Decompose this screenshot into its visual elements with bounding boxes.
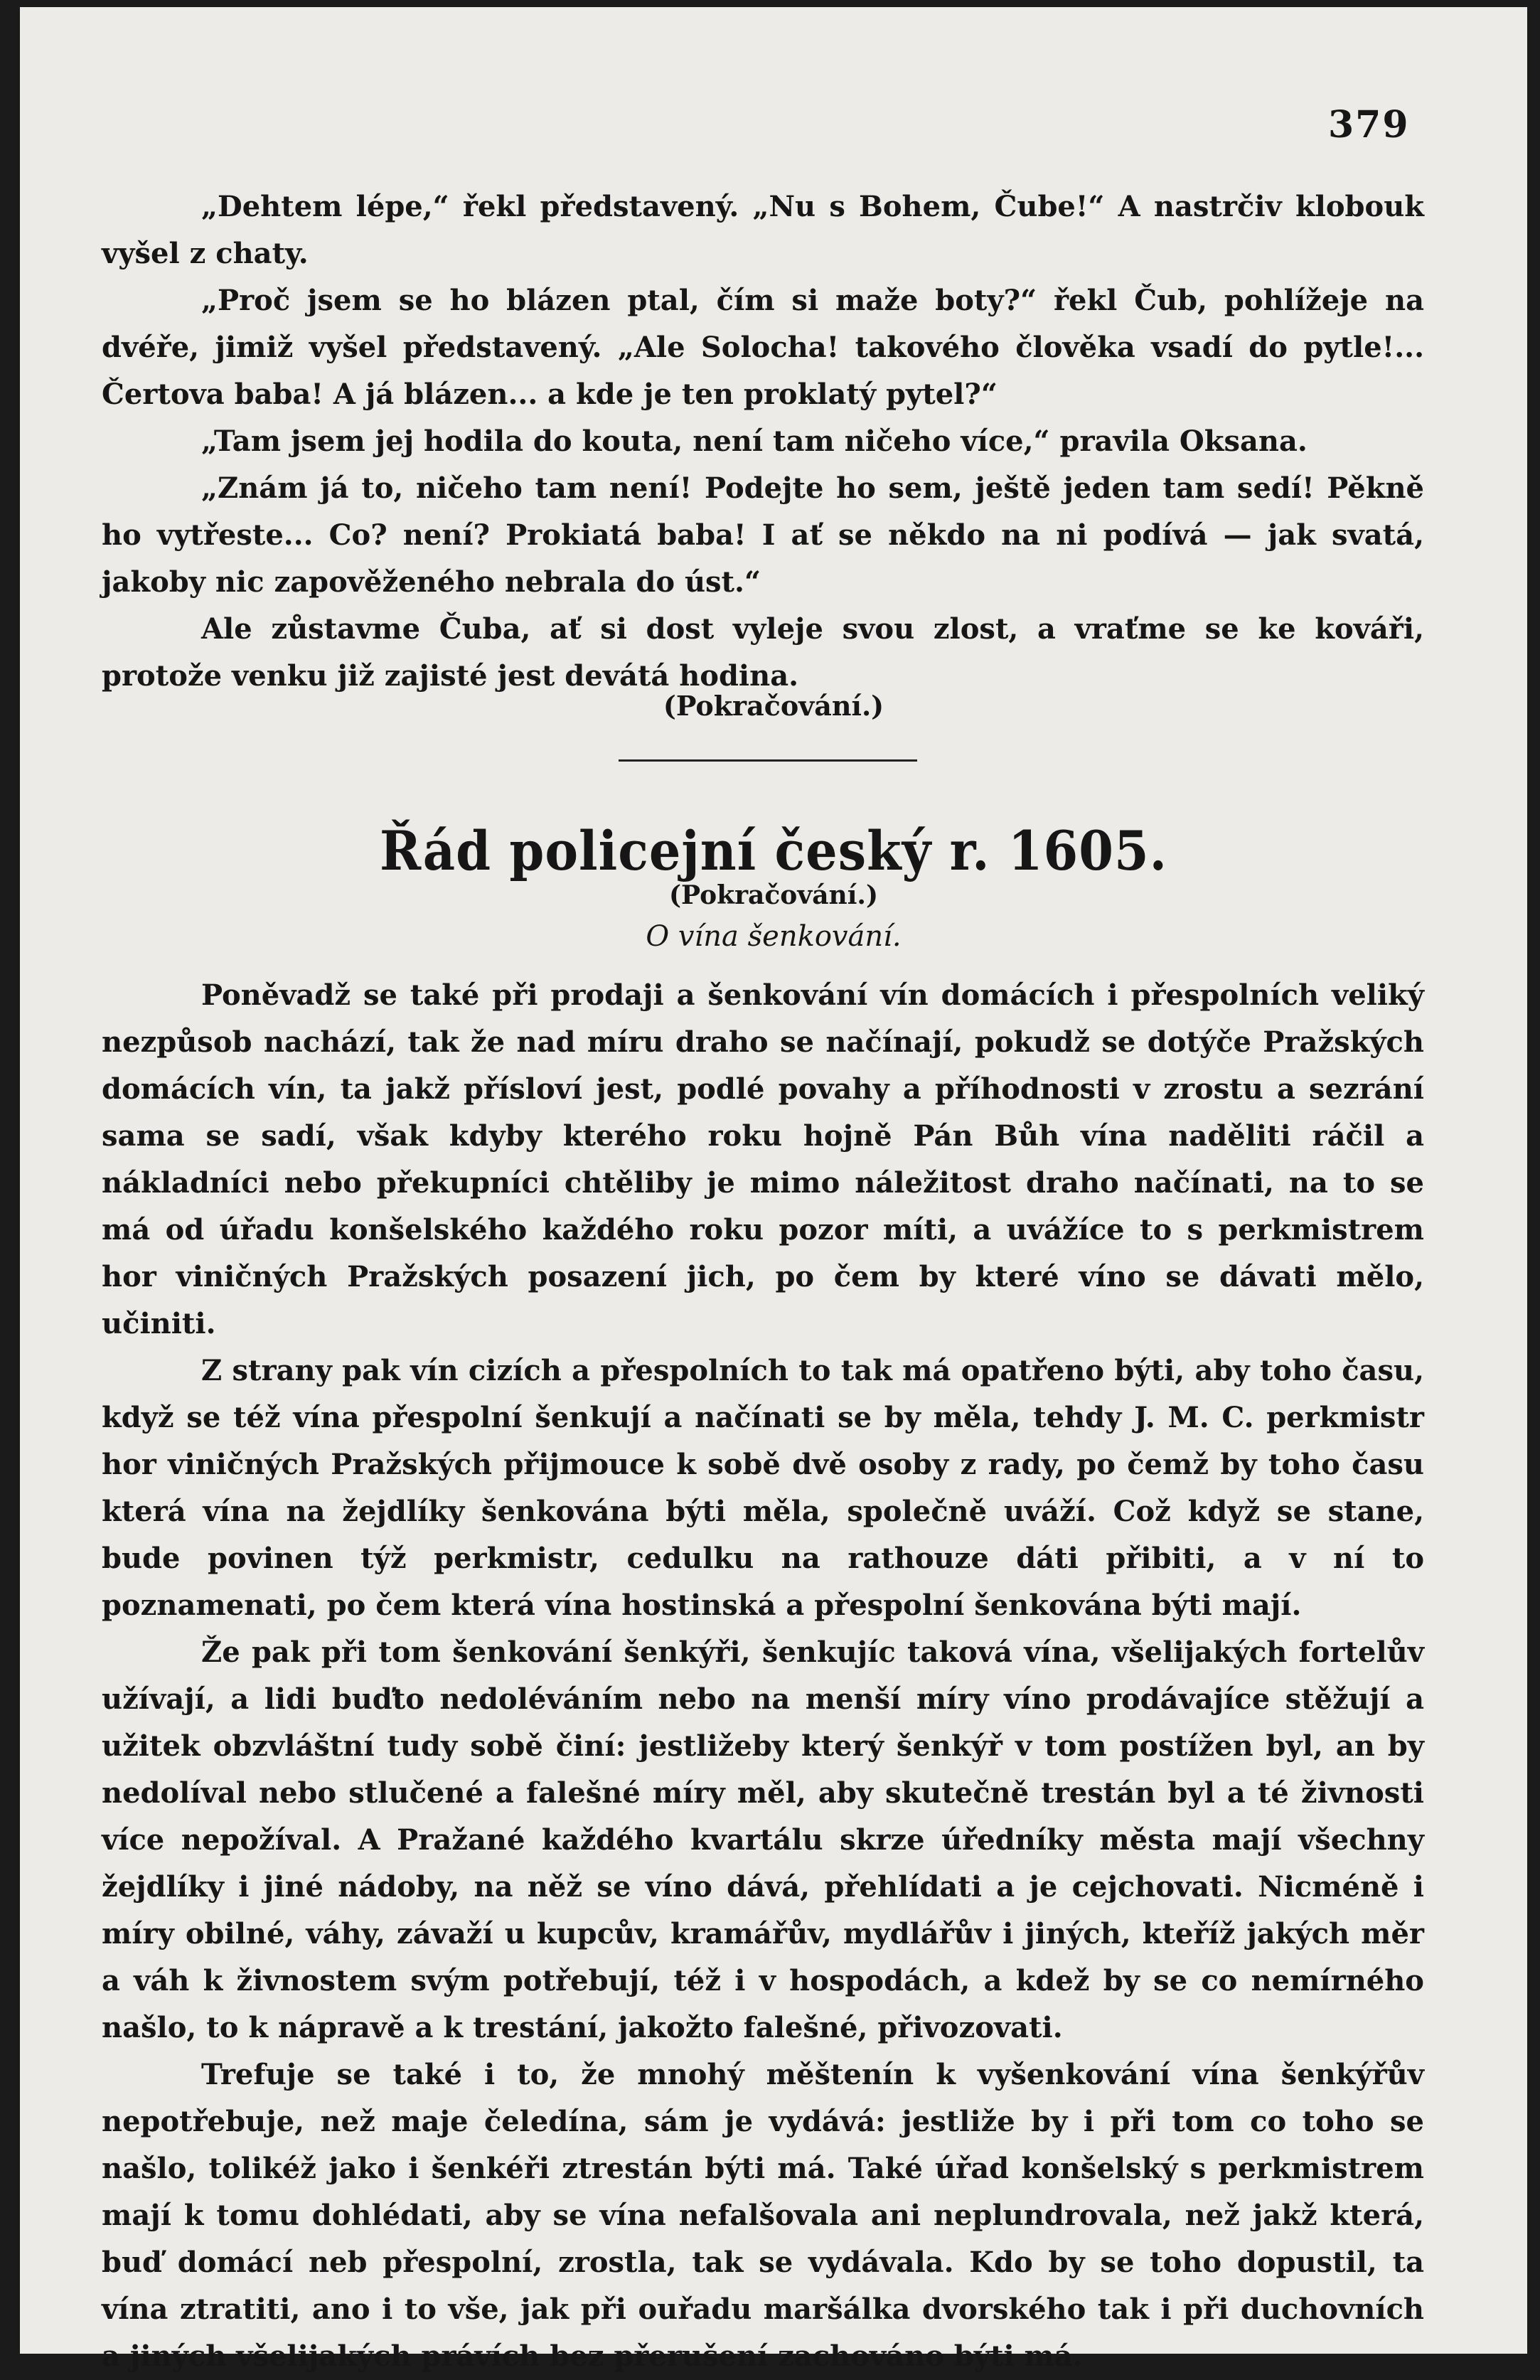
paragraph: „Proč jsem se ho blázen ptal, čím si maže boty?“ řekl Čub, pohlížeje na dvéře, jimiž vyšel představený. „Ale Solocha! takového člověka vsadí do pytle!... Čertova baba! A já blázen... a kde je ten proklatý pytel?“ (102, 284, 1424, 411)
paragraph: Že pak při tom šenkování šenkýři, šenkujíc taková vína, všelijakých fortelův užívají, a lidi buďto nedoléváním nebo na menší míry víno prodávajíce stěžují a užitek obzvláštní tudy sobě činí: jestližeby který šenkýř v tom postížen byl, an by nedolíval nebo stlučené a falešné míry měl, aby skutečně trestán byl a té živnosti více nepožíval. A Pražané každého kvartálu skrze úředníky města mají všechny žejdlíky i jiné nádoby, na něž se víno dává, přehlídati a je cejchovati. Nicméně i míry obilné, váhy, závaží u kupcův, kramářův, mydlářův i jiných, kteříž jakých měr a váh k živnostem svým potřebují, též i v hospodách, a kdež by se co nemírného našlo, to k nápravě a k trestání, jakožto falešné, přivozovati. (102, 1635, 1424, 2044)
paragraph: Z strany pak vín cizích a přespolních to tak má opatřeno býti, aby toho času, když se též vína přespolní šenkují a načínati se by měla, tehdy J. M. C. perkmistr hor viničných Pražských přijmouce k sobě dvě osoby z rady, po čemž by toho času která vína na žejdlíky šenkována býti měla, společně uváží. Což když se stane, bude povinen týž perkmistr, cedulku na rathouze dáti přibiti, a v ní to poznamenati, po čem která vína hostinská a přespolní šenkována býti mají. (102, 1354, 1424, 1622)
article-text (102, 972, 1424, 2380)
article-title: Řád policejní český r. 1605. (379, 818, 1168, 883)
page-number: 379 (1328, 103, 1410, 146)
section-divider (619, 759, 917, 762)
paragraph: Ale zůstavme Čuba, ať si dost vyleje svou zlost, a vraťme se ke kováři, protože venku již zajisté jest devátá hodina. (102, 612, 1424, 693)
paragraph: Poněvadž se také při prodaji a šenkování vín domácích i přespolních veliký nezpůsob nachází, tak že nad míru draho se načínají, pokudž se dotýče Pražských domácích vín, ta jakž přísloví jest, podlé povahy a příhodnosti v zrostu a sezrání sama se sadí, však kdyby kterého roku hojně Pán Bůh vína naděliti ráčil a nákladníci nebo překupníci chtěliby je mimo náležitost draho načínati, na to se má od úřadu konšelského každého roku pozor míti, a uvážíce to s perkmistrem hor viničných Pražských posazení jich, po čem by které víno se dávati mělo, učiniti. (102, 978, 1424, 1340)
story-continued-note: (Pokračování.) (663, 690, 884, 722)
paragraph: „Tam jsem jej hodila do kouta, není tam ničeho více,“ pravila Oksana. (201, 425, 1308, 458)
paragraph: Trefuje se také i to, že mnohý měštenín k vyšenkování vína šenkýřův nepotřebuje, než maje čeledína, sám je vydává: jestliže by i při tom co toho se našlo, tolikéž jako i šenkéři ztrestán býti má. Také úřad konšelský s perkmistrem mají k tomu dohlédati, aby se vína nefalšovala ani neplundrovala, než jakž která, buď domácí neb přespolní, zrostla, tak se vydávala. Kdo by se toho dopustil, ta vína ztratiti, ano i to vše, jak při ouřadu maršálka dvorského tak i při duchovních a jiných všelijakých právích bez přerušení zachováno býti má. (102, 2058, 1424, 2373)
book-page (20, 7, 1527, 2373)
story-end-text (102, 183, 1424, 700)
paragraph: „Dehtem lépe,“ řekl představený. „Nu s Bohem, Čube!“ A nastrčiv klobouk vyšel z chaty. (102, 190, 1424, 270)
paragraph: „Znám já to, ničeho tam není! Podejte ho sem, ještě jeden tam sedí! Pěkně ho vytřeste... Co? není? Prokiatá baba! I ať se někdo na ni podívá — jak svatá, jakoby nic zapověženého nebrala do úst.“ (102, 471, 1424, 599)
article-continued-note: (Pokračování.) (669, 880, 878, 910)
article-subtitle: O vína šenkování. (646, 920, 902, 953)
